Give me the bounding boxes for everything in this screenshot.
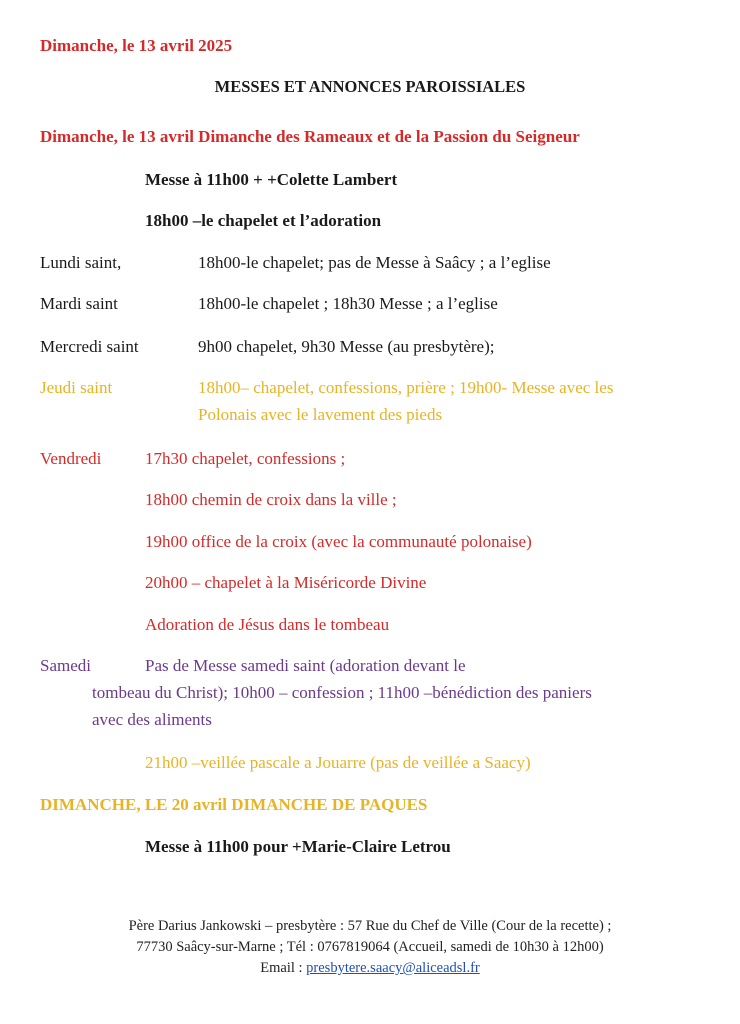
- jeudi-schedule-line2: Polonais avec le lavement des pieds: [198, 405, 443, 424]
- jeudi-label: Jeudi saint: [40, 378, 113, 397]
- vendredi-item: 19h00 office de la croix (avec la communauté polonaise): [145, 532, 532, 551]
- email-label: Email :: [260, 960, 307, 976]
- samedi-label: Samedi: [40, 656, 91, 675]
- palm-sunday-evening: 18h00 –le chapelet et l’adoration: [145, 211, 382, 230]
- vendredi-label: Vendredi: [40, 449, 102, 468]
- lundi-schedule: 18h00-le chapelet; pas de Messe à Saâcy ; a l’eglise: [198, 253, 551, 272]
- mardi-label: Mardi saint: [40, 294, 118, 313]
- palm-sunday-mass: Messe à 11h00 + +Colette Lambert: [145, 170, 398, 189]
- email-link[interactable]: presbytere.saacy@aliceadsl.fr: [306, 960, 480, 976]
- footer-address-line2: 77730 Saâcy-sur-Marne ; Tél : 0767819064 (Accueil, samedi de 10h30 à 12h00): [136, 939, 604, 955]
- vendredi-item: 18h00 chemin de croix dans la ville ;: [145, 490, 397, 509]
- vendredi-item: Adoration de Jésus dans le tombeau: [145, 615, 390, 634]
- easter-vigil: 21h00 –veillée pascale a Jouarre (pas de veillée a Saacy): [145, 753, 531, 772]
- easter-heading: DIMANCHE, LE 20 avril DIMANCHE DE PAQUES: [40, 795, 428, 814]
- mercredi-schedule: 9h00 chapelet, 9h30 Messe (au presbytère);: [198, 337, 495, 356]
- easter-mass: Messe à 11h00 pour +Marie-Claire Letrou: [145, 837, 451, 856]
- mardi-schedule: 18h00-le chapelet ; 18h30 Messe ; a l’eglise: [198, 294, 498, 313]
- lundi-label: Lundi saint,: [40, 253, 122, 272]
- samedi-line3: avec des aliments: [92, 710, 212, 729]
- footer-email-line: [0, 960, 740, 977]
- footer-address-line1: Père Darius Jankowski – presbytère : 57 Rue du Chef de Ville (Cour de la recette) ;: [128, 918, 612, 934]
- samedi-line2: tombeau du Christ); 10h00 – confession ; 11h00 –bénédiction des paniers: [92, 683, 592, 702]
- bulletin-date: Dimanche, le 13 avril 2025: [40, 36, 233, 55]
- mercredi-label: Mercredi saint: [40, 337, 139, 356]
- vendredi-item: 17h30 chapelet, confessions ;: [145, 449, 346, 468]
- palm-sunday-heading: Dimanche, le 13 avril Dimanche des Rameaux et de la Passion du Seigneur: [40, 127, 580, 146]
- page-title: MESSES ET ANNONCES PAROISSIALES: [214, 77, 526, 96]
- samedi-line1: Pas de Messe samedi saint (adoration devant le: [145, 656, 466, 675]
- vendredi-item: 20h00 – chapelet à la Miséricorde Divine: [145, 573, 427, 592]
- jeudi-schedule-line1: 18h00– chapelet, confessions, prière ; 19h00- Messe avec les: [198, 378, 614, 397]
